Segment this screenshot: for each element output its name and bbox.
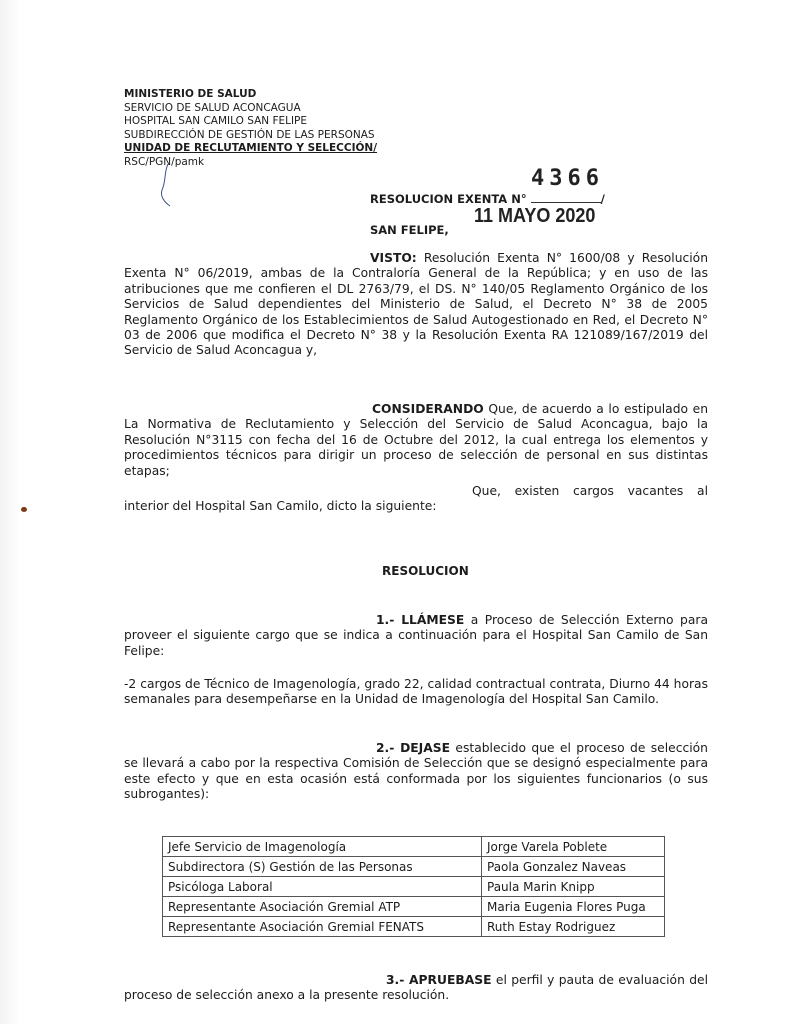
subdirection-name: SUBDIRECCIÓN DE GESTIÓN DE LAS PERSONAS [124,128,375,141]
item3-lead: 3.- APRUEBASE [386,973,492,987]
item1-text: a Proceso de Selección Externo para proveer el siguiente cargo que se indica a continuación para el Hospital San Camilo de San Felipe: [124,613,708,658]
committee-member: Ruth Estay Rodriguez [482,917,665,937]
pen-mark-icon [150,160,190,210]
scan-edge [0,0,20,1024]
visto-text: Resolución Exenta N° 1600/08 y Resolución Exenta N° 06/2019, ambas de la Contraloría General de la República; y en uso de las atribuciones que me confieren el DL 2763/79, el DS. N° 140/05 Reglamento Orgánico de los Servicios de Salud dependientes del Ministerio de Salud, el Decreto N° 38 de 2005 Reglamento Orgánico de los Establecimientos de Salud Autogestionado en Red, el Decreto N° 03 de 2006 que modifica el Decreto N° 38 y la Resolución Exenta RA 121089/167/2019 del Servicio de Salud Aconcagua y, [124,251,708,358]
ministry-name: MINISTERIO DE SALUD [124,88,257,100]
section-title: RESOLUCION [382,564,469,578]
service-name: SERVICIO DE SALUD ACONCAGUA [124,101,301,114]
item1-lead: 1.- LLÁMESE [376,613,465,627]
item2-paragraph [124,741,708,803]
item2-text: establecido que el proceso de selección se llevará a cabo por la respectiva Comisión de Selección que se designó especialmente para este efecto y que en esta ocasión está conformada por los siguientes funcionarios (o sus subrogantes): [124,741,708,802]
unit-name: UNIDAD DE RECLUTAMIENTO Y SELECCIÓN/ [124,142,378,155]
committee-role: Jefe Servicio de Imagenología [163,837,482,857]
visto-paragraph [124,251,708,359]
considerando-second [124,484,708,515]
resolution-label: RESOLUCION EXENTA N° [370,192,527,206]
committee-role: Psicóloga Laboral [163,877,482,897]
considerando-text: Que, de acuerdo a lo estipulado en La Normativa de Reclutamiento y Selección del Servicio de Salud Aconcagua, bajo la Resolución N°3115 con fecha del 16 de Octubre del 2012, la cual entrega los elementos y procedimientos técnicos para dirigir un proceso de selección de personal en sus distintas etapas; [124,402,708,478]
resolution-blank [531,192,601,203]
item3-text: el perfil y pauta de evaluación del proceso de selección anexo a la presente resolución. [124,973,708,1003]
resolution-number: 4366 [531,166,604,191]
ink-spot [21,507,27,512]
considerando-text-2: Que, existen cargos vacantes al interior del Hospital San Camilo, dicto la siguiente: [124,484,708,514]
item1-detail: -2 cargos de Técnico de Imagenología, grado 22, calidad contractual contrata, Diurno 44 horas semanales para desempeñarse en la Unidad de Imagenología del Hospital San Camilo. [124,677,708,707]
item3-paragraph [124,973,708,1004]
committee-member: Paola Gonzalez Naveas [482,857,665,877]
committee-role: Representante Asociación Gremial FENATS [163,917,482,937]
visto-lead: VISTO: [370,251,417,265]
resolution-label-line: RESOLUCION EXENTA N° / [370,192,605,206]
reference-initials: RSC/PGN/pamk [124,155,205,168]
table-row [163,897,665,917]
table-row [163,857,665,877]
committee-role: Representante Asociación Gremial ATP [163,897,482,917]
committee-role: Subdirectora (S) Gestión de las Personas [163,857,482,877]
committee-member: Jorge Varela Poblete [482,837,665,857]
table-row [163,877,665,897]
committee-member: Paula Marin Knipp [482,877,665,897]
committee-member: Maria Eugenia Flores Puga [482,897,665,917]
committee-table [162,836,665,937]
table-row [163,917,665,937]
resolution-date: 11 MAYO 2020 [474,205,596,227]
table-row [163,837,665,857]
letterhead [124,88,377,170]
considerando-lead: CONSIDERANDO [372,402,484,416]
item2-lead: 2.- DEJASE [376,741,451,755]
considerando-paragraph [124,402,708,479]
hospital-name: HOSPITAL SAN CAMILO SAN FELIPE [124,115,308,128]
city-label: SAN FELIPE, [370,223,449,237]
item1-paragraph [124,613,708,659]
